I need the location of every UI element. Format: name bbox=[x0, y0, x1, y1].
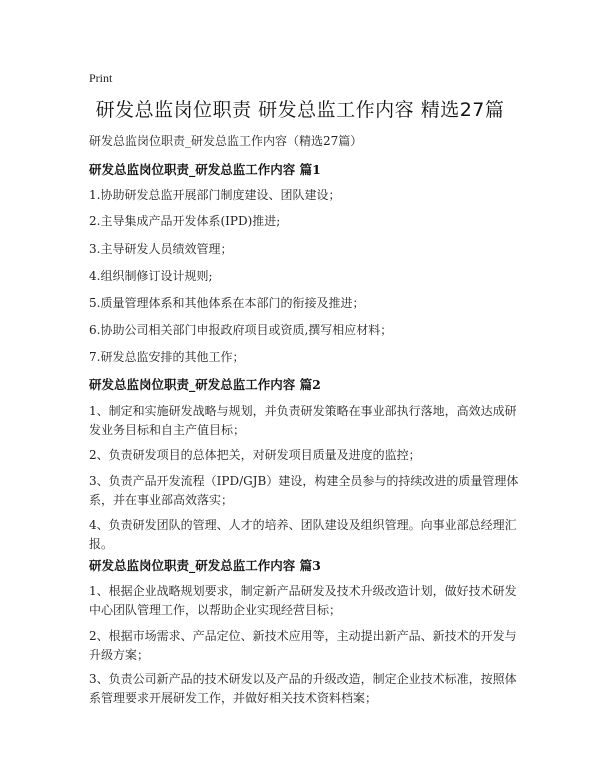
list-item: 3.主导研发人员绩效管理； bbox=[89, 242, 233, 256]
list-item: 5.质量管理体系和其他体系在本部门的衔接及推进； bbox=[89, 296, 365, 310]
list-item: 4.组织制修订设计规则; bbox=[89, 269, 213, 283]
list-item: 1、制定和实施研发战略与规划，并负责研发策略在事业部执行落地，高效达成研发业务目标和自主产值目标； bbox=[89, 404, 517, 437]
list-item: 1、根据企业战略规划要求，制定新产品研发及技术升级改造计划，做好技术研发中心团队管理工作，以帮助企业实现经营目标； bbox=[89, 584, 517, 617]
section-heading-1: 研发总监岗位职责_研发总监工作内容 篇1 bbox=[89, 162, 321, 177]
section-heading-3: 研发总监岗位职责_研发总监工作内容 篇3 bbox=[89, 558, 321, 573]
list-item: 7.研发总监安排的其他工作； bbox=[89, 350, 245, 364]
list-item: 3、负责产品开发流程（IPD/GJB）建设，构建全员参与的持续改进的质量管理体系，并在事业部高效落实； bbox=[89, 474, 519, 507]
print-label[interactable]: Print bbox=[89, 71, 113, 85]
list-item: 4、负责研发团队的管理、人才的培养、团队建设及组织管理。向事业部总经理汇报。 bbox=[89, 518, 517, 551]
page-title: 研发总监岗位职责 研发总监工作内容 精选27篇 bbox=[95, 99, 505, 121]
list-item: 1.协助研发总监开展部门制度建设、团队建设； bbox=[89, 188, 341, 202]
list-item: 6.协助公司相关部门申报政府项目或资质,撰写相应材料； bbox=[89, 323, 393, 337]
list-item: 3、负责公司新产品的技术研发以及产品的升级改造，制定企业技术标准，按照体系管理要求开展研发工作，并做好相关技术资料档案； bbox=[89, 672, 517, 705]
document-subtitle: 研发总监岗位职责_研发总监工作内容（精选27篇） bbox=[89, 134, 363, 148]
list-item: 2、根据市场需求、产品定位、新技术应用等，主动提出新产品、新技术的开发与升级方案； bbox=[89, 629, 517, 662]
section-heading-2: 研发总监岗位职责_研发总监工作内容 篇2 bbox=[89, 377, 321, 392]
list-item: 2、负责研发项目的总体把关，对研发项目质量及进度的监控； bbox=[89, 448, 421, 462]
list-item: 2.主导集成产品开发体系(IPD)推进; bbox=[89, 214, 281, 228]
